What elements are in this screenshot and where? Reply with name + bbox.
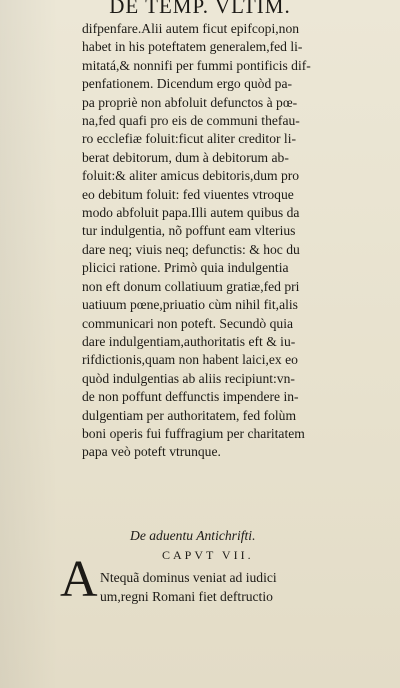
- text-line: uatiuum pœne,priuatio cùm nihil fit,alis: [82, 297, 298, 313]
- text-line: communicari non poteft. Secundò quia: [82, 315, 294, 331]
- text-line: difpenfare.Alii autem ficut epifcopi,non: [82, 21, 300, 36]
- text-line: dare indulgentiam,authoritatis eft & iu-: [82, 333, 296, 349]
- text-line: foluit:& aliter amicus debitoris,dum pro: [82, 168, 300, 184]
- body-paragraph: [82, 20, 392, 462]
- chapter-paragraph: [100, 568, 400, 606]
- text-line: ro ecclefiæ foluit:ficut aliter creditor li-: [82, 131, 297, 147]
- text-line: de non poffunt deffunctis impendere in-: [82, 389, 299, 405]
- text-line: quòd indulgentias ab aliis recipiunt:vn-: [82, 370, 295, 386]
- text-line: rifdictionis,quam non habent laici,ex eo: [82, 352, 298, 368]
- text-line: modo abfoluit papa.Illi autem quibus da: [82, 205, 300, 221]
- text-line: berat debitorum, dum à debitorum ab-: [82, 149, 289, 165]
- text-line: Ntequã dominus veniat ad iudici: [100, 570, 277, 585]
- text-line: penfationem. Dicendum ergo quòd pa-: [82, 76, 293, 92]
- chapter-heading: CAPVT VII.: [162, 548, 254, 562]
- text-line: plicici ratione. Primò quia indulgentia: [82, 260, 289, 276]
- drop-capital: A: [60, 551, 98, 608]
- section-title: De aduentu Antichrifti.: [130, 528, 256, 543]
- text-line: boni operis fui fuffragium per charitatem: [82, 425, 305, 441]
- text-line: eo debitum foluit: fed viuentes vtroque: [82, 186, 294, 202]
- text-line: mitatá,& nonnifi per fummi pontificis dif-: [82, 57, 311, 73]
- text-line: dulgentiam per authoritatem, fed folùm: [82, 407, 297, 423]
- page-gutter-shadow: [0, 0, 58, 688]
- text-line: papa veò poteft vtrunque.: [82, 444, 221, 460]
- text-line: pa propriè non abfoluit defunctos à pœ-: [82, 94, 298, 110]
- text-line: tur indulgentia, nõ poffunt eam vlterius: [82, 223, 296, 239]
- text-line: um,regni Romani fiet deftructio: [100, 589, 273, 604]
- text-line: dare neq; viuis neq; defunctis: & hoc du: [82, 241, 300, 257]
- text-line: na,fed quafi pro eis de communi thefau-: [82, 113, 300, 129]
- text-line: habet in his poteftatem generalem,fed li-: [82, 39, 303, 55]
- text-line: non eft donum collatiuum gratiæ,fed pri: [82, 278, 300, 294]
- running-header: DE TEMP. VLTIM.: [109, 0, 291, 18]
